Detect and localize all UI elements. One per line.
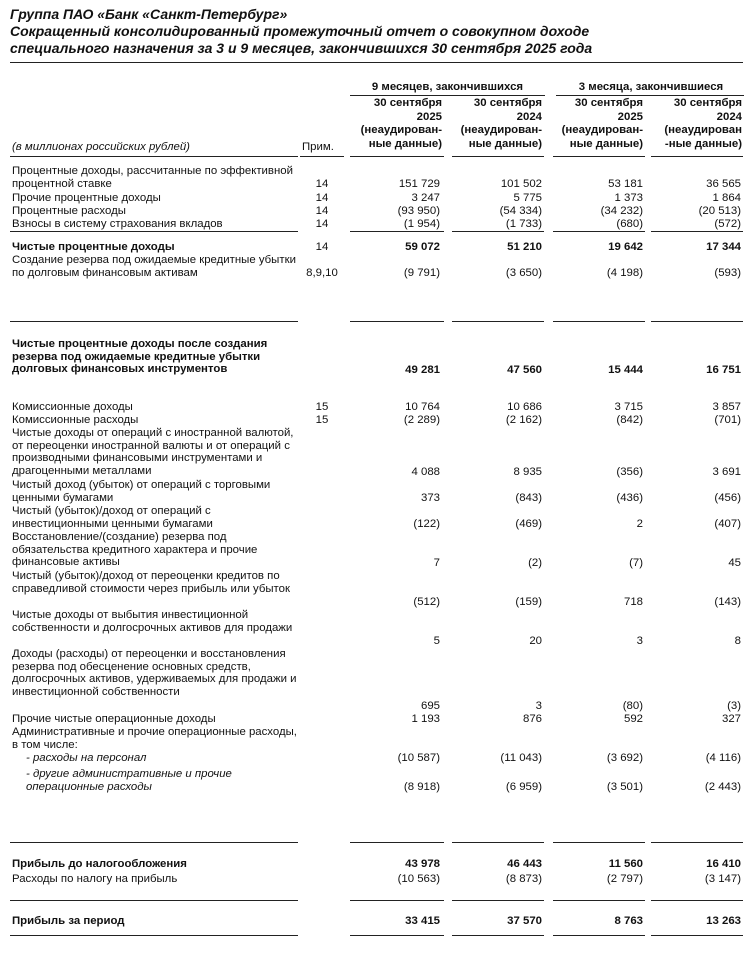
row-value-3m-2024: (572) [714, 218, 741, 230]
row-value-9m-2024: (2) [528, 557, 542, 569]
row-note: 14 [315, 192, 329, 204]
row-label: Комиссионные доходы [12, 401, 133, 413]
table-row [0, 218, 751, 231]
row-divider [350, 321, 444, 322]
row-value-3m-2025: 15 444 [608, 364, 643, 376]
row-value-3m-2025: (2 797) [606, 873, 643, 885]
row-value-9m-2024: 101 502 [500, 178, 542, 190]
row-value-9m-2024: 51 210 [507, 241, 542, 253]
row-value-3m-2025: 53 181 [608, 178, 643, 190]
row-value-9m-2025: 151 729 [398, 178, 440, 190]
row-value-9m-2025: (122) [413, 518, 440, 530]
row-label: Создание резерва под ожидаемые кредитные убытки по долговым финансовым активам [12, 254, 296, 279]
row-value-3m-2024: (3) [727, 700, 741, 712]
table-row [0, 427, 751, 479]
row-label: Прочие чистые операционные доходы [12, 713, 216, 725]
row-value-9m-2025: (9 791) [403, 267, 440, 279]
row-value-9m-2024: (54 334) [499, 205, 542, 217]
row-value-9m-2025: 7 [433, 557, 440, 569]
row-value-3m-2024: (20 513) [698, 205, 741, 217]
row-value-3m-2024: (407) [714, 518, 741, 530]
row-value-9m-2025: 695 [420, 700, 440, 712]
row-divider [651, 321, 743, 322]
column-header-9m-2025 [346, 97, 442, 151]
row-value-3m-2025: 592 [623, 713, 643, 725]
total-underline [452, 935, 544, 936]
row-value-3m-2025: (3 692) [606, 752, 643, 764]
row-label: Чистый доход (убыток) от операций с торговыми ценными бумагами [12, 479, 271, 504]
title-period: специального назначения за 3 и 9 месяцев, закончившихся 30 сентября 2025 года [10, 40, 593, 56]
row-divider [553, 900, 645, 901]
row-label: - расходы на персонал [26, 752, 147, 764]
column-header-line: 2024 [716, 110, 742, 123]
row-value-9m-2025: 59 072 [405, 241, 440, 253]
row-value-9m-2024: 3 [535, 700, 542, 712]
row-value-3m-2025: 11 560 [608, 858, 643, 870]
row-value-3m-2024: (4 116) [705, 752, 741, 764]
row-value-9m-2025: 43 978 [405, 858, 440, 870]
header-rule-note [300, 156, 344, 157]
row-divider [10, 231, 298, 232]
table-row [0, 648, 751, 713]
table-row [0, 570, 751, 609]
row-value-3m-2024: 36 565 [706, 178, 741, 190]
row-note: 15 [315, 401, 329, 413]
row-value-3m-2024: (701) [714, 414, 741, 426]
column-header-line: ные данные) [468, 137, 542, 150]
row-value-3m-2025: (3 501) [606, 781, 643, 793]
row-value-3m-2024: 45 [728, 557, 741, 569]
header-rule-col2 [452, 156, 544, 157]
row-note: 14 [315, 205, 329, 217]
row-divider [651, 900, 743, 901]
column-header-line: 30 сентября [473, 97, 542, 109]
row-value-3m-2024: (143) [714, 596, 741, 608]
row-label: Процентные расходы [12, 205, 126, 217]
row-value-9m-2024: 46 443 [507, 858, 542, 870]
row-label: Доходы (расходы) от переоценки и восстановления резерва под обесценение основных средств, долгосрочных активов, удерживаемых для продажи и инвестиционной собственности [12, 648, 297, 698]
group-header-9-months-rule [350, 95, 545, 96]
total-underline [651, 935, 743, 936]
row-note: 14 [315, 178, 329, 190]
table-row [0, 726, 751, 752]
row-divider [10, 321, 298, 322]
row-value-3m-2025: (7) [629, 557, 643, 569]
row-value-3m-2024: 13 263 [706, 915, 741, 927]
row-value-3m-2024: 327 [721, 713, 741, 725]
column-header-line: ные данные) [569, 137, 643, 150]
column-header-line: 2025 [617, 110, 643, 123]
row-value-3m-2025: (4 198) [606, 267, 643, 279]
row-value-9m-2025: (512) [413, 596, 440, 608]
row-divider [651, 842, 743, 843]
table-row [0, 241, 751, 254]
row-divider [452, 900, 544, 901]
row-divider [10, 900, 298, 901]
total-underline [10, 935, 298, 936]
row-value-9m-2025: 4 088 [411, 466, 440, 478]
row-value-3m-2025: 2 [636, 518, 643, 530]
header-rule-label [10, 156, 298, 157]
row-value-9m-2025: (1 954) [403, 218, 440, 230]
row-value-9m-2025: (93 950) [397, 205, 440, 217]
row-value-9m-2025: 49 281 [405, 364, 440, 376]
row-value-3m-2024: 3 857 [712, 401, 741, 413]
row-label: Восстановление/(создание) резерва под обязательства кредитного характера и прочие финансовые активы [12, 531, 258, 569]
row-value-3m-2024: (593) [714, 267, 741, 279]
row-label: Прибыль до налогообложения [12, 858, 187, 870]
row-value-9m-2024: (3 650) [505, 267, 542, 279]
row-value-3m-2025: 718 [623, 596, 643, 608]
table-row [0, 338, 751, 377]
row-value-3m-2025: (680) [616, 218, 643, 230]
row-value-3m-2025: 3 715 [614, 401, 643, 413]
table-row [0, 915, 751, 928]
table-row [0, 479, 751, 505]
column-header-line: 30 сентября [373, 97, 442, 109]
units-label: (в миллионах российских рублей) [12, 141, 190, 153]
table-row [0, 713, 751, 726]
row-divider [350, 231, 444, 232]
table-row [0, 401, 751, 414]
row-divider [10, 842, 298, 843]
row-label: Чистые доходы от операций с иностранной валютой, от переоценки иностранной валюты и от операций с производными финансовыми инструментами и драгоценными металлами [12, 427, 294, 477]
row-value-3m-2025: (436) [616, 492, 643, 504]
table-row [0, 414, 751, 427]
row-value-9m-2024: 5 775 [513, 192, 542, 204]
row-value-3m-2025: (80) [622, 700, 643, 712]
table-row [0, 165, 751, 191]
column-header-line: ные данные) [368, 137, 442, 150]
row-divider [651, 231, 743, 232]
row-value-3m-2025: 19 642 [608, 241, 643, 253]
row-value-3m-2024: 1 864 [712, 192, 741, 204]
document-title [10, 6, 745, 57]
row-label: Чистый (убыток)/доход от операций с инвестиционными ценными бумагами [12, 505, 213, 530]
table-row [0, 609, 751, 648]
row-value-9m-2025: 10 764 [405, 401, 440, 413]
total-underline [553, 935, 645, 936]
row-value-9m-2025: 1 193 [411, 713, 440, 725]
row-value-9m-2024: 37 570 [507, 915, 542, 927]
table-row [0, 192, 751, 205]
total-underline [350, 935, 444, 936]
row-value-9m-2024: 20 [529, 635, 542, 647]
note-column-header: Прим. [302, 141, 334, 153]
row-label: Комиссионные расходы [12, 414, 139, 426]
row-value-9m-2024: (6 959) [505, 781, 542, 793]
row-label: Чистые процентные доходы после создания резерва под ожидаемые кредитные убытки долговых финансовых инструментов [12, 338, 268, 376]
row-value-9m-2024: (8 873) [505, 873, 542, 885]
row-value-9m-2025: 3 247 [411, 192, 440, 204]
title-report: Сокращенный консолидированный промежуточный отчет о совокупном доходе [10, 23, 590, 39]
row-value-3m-2024: 3 691 [712, 466, 741, 478]
row-label: Прочие процентные доходы [12, 192, 161, 204]
row-note: 14 [315, 241, 329, 253]
row-value-3m-2024: 17 344 [706, 241, 741, 253]
row-value-3m-2024: (3 147) [704, 873, 741, 885]
column-header-line: (неаудирован- [460, 124, 542, 136]
row-value-9m-2024: (11 043) [500, 752, 542, 764]
column-header-3m-2024 [646, 97, 742, 151]
row-value-3m-2025: (34 232) [600, 205, 643, 217]
title-divider [10, 62, 743, 63]
table-row [0, 531, 751, 570]
row-value-9m-2024: 876 [522, 713, 542, 725]
row-value-9m-2025: 373 [420, 492, 440, 504]
table-row [0, 752, 751, 765]
row-value-9m-2025: (2 289) [403, 414, 440, 426]
column-header-line: 30 сентября [673, 97, 742, 109]
row-value-9m-2025: 33 415 [405, 915, 440, 927]
row-divider [452, 231, 544, 232]
row-label: Чистый (убыток)/доход от переоценки кредитов по справедливой стоимости через прибыль или убыток [12, 570, 290, 595]
table-header [0, 76, 751, 158]
column-header-line: -ные данные) [664, 137, 742, 150]
row-value-9m-2024: (159) [515, 596, 542, 608]
row-value-9m-2024: (843) [515, 492, 542, 504]
row-label: Взносы в систему страхования вкладов [12, 218, 223, 230]
row-label: Чистые доходы от выбытия инвестиционной собственности и долгосрочных активов для продажи [12, 609, 293, 634]
row-value-3m-2025: 8 763 [614, 915, 643, 927]
column-header-line: 2025 [416, 110, 442, 123]
column-header-9m-2024 [446, 97, 542, 151]
row-value-3m-2024: 16 751 [706, 364, 741, 376]
row-value-3m-2025: (356) [616, 466, 643, 478]
row-value-3m-2024: (456) [714, 492, 741, 504]
row-note: 8,9,10 [306, 267, 338, 279]
column-header-line: (неаудирован [664, 124, 742, 136]
row-label: Административные и прочие операционные расходы, в том числе: [12, 726, 297, 751]
row-value-9m-2024: (1 733) [505, 218, 542, 230]
row-value-3m-2024: (2 443) [704, 781, 741, 793]
row-label: Расходы по налогу на прибыль [12, 873, 178, 885]
group-header-3-months-rule [556, 95, 744, 96]
column-header-line: 30 сентября [574, 97, 643, 109]
row-note: 15 [315, 414, 329, 426]
row-divider [350, 842, 444, 843]
row-value-3m-2024: 8 [734, 635, 741, 647]
row-divider [452, 842, 544, 843]
group-header-3-months: 3 месяца, закончившиеся [578, 81, 724, 93]
row-value-9m-2024: (469) [515, 518, 542, 530]
row-value-9m-2024: 10 686 [507, 401, 542, 413]
table-row [0, 205, 751, 218]
table-row [0, 768, 751, 794]
row-label: - другие административные и прочие операционные расходы [26, 768, 232, 793]
column-header-line: 2024 [516, 110, 542, 123]
table-row [0, 505, 751, 531]
row-value-3m-2025: 1 373 [614, 192, 643, 204]
row-label: Чистые процентные доходы [12, 241, 175, 253]
row-value-9m-2025: 5 [433, 635, 440, 647]
column-header-line: (неаудирован- [561, 124, 643, 136]
table-row [0, 873, 751, 886]
row-divider [350, 900, 444, 901]
row-value-9m-2025: (10 563) [397, 873, 440, 885]
row-label: Процентные доходы, рассчитанные по эффективной процентной ставке [12, 165, 293, 190]
header-rule-col1 [350, 156, 444, 157]
row-value-3m-2024: 16 410 [706, 858, 741, 870]
header-rule-col3 [553, 156, 645, 157]
row-value-3m-2025: 3 [636, 635, 643, 647]
row-divider [553, 842, 645, 843]
group-header-9-months: 9 месяцев, закончившихся [371, 81, 524, 93]
row-value-9m-2024: (2 162) [505, 414, 542, 426]
header-rule-col4 [651, 156, 743, 157]
table-row [0, 254, 751, 280]
row-divider [553, 231, 645, 232]
row-divider [452, 321, 544, 322]
row-value-9m-2025: (8 918) [403, 781, 440, 793]
row-value-9m-2024: 8 935 [513, 466, 542, 478]
column-header-line: (неаудирован- [360, 124, 442, 136]
column-header-3m-2025 [546, 97, 643, 151]
row-value-9m-2025: (10 587) [397, 752, 440, 764]
title-company: Группа ПАО «Банк «Санкт-Петербург» [10, 6, 288, 22]
row-divider [553, 321, 645, 322]
row-value-3m-2025: (842) [616, 414, 643, 426]
row-note: 14 [315, 218, 329, 230]
table-row [0, 858, 751, 871]
row-value-9m-2024: 47 560 [507, 364, 542, 376]
row-label: Прибыль за период [12, 915, 125, 927]
